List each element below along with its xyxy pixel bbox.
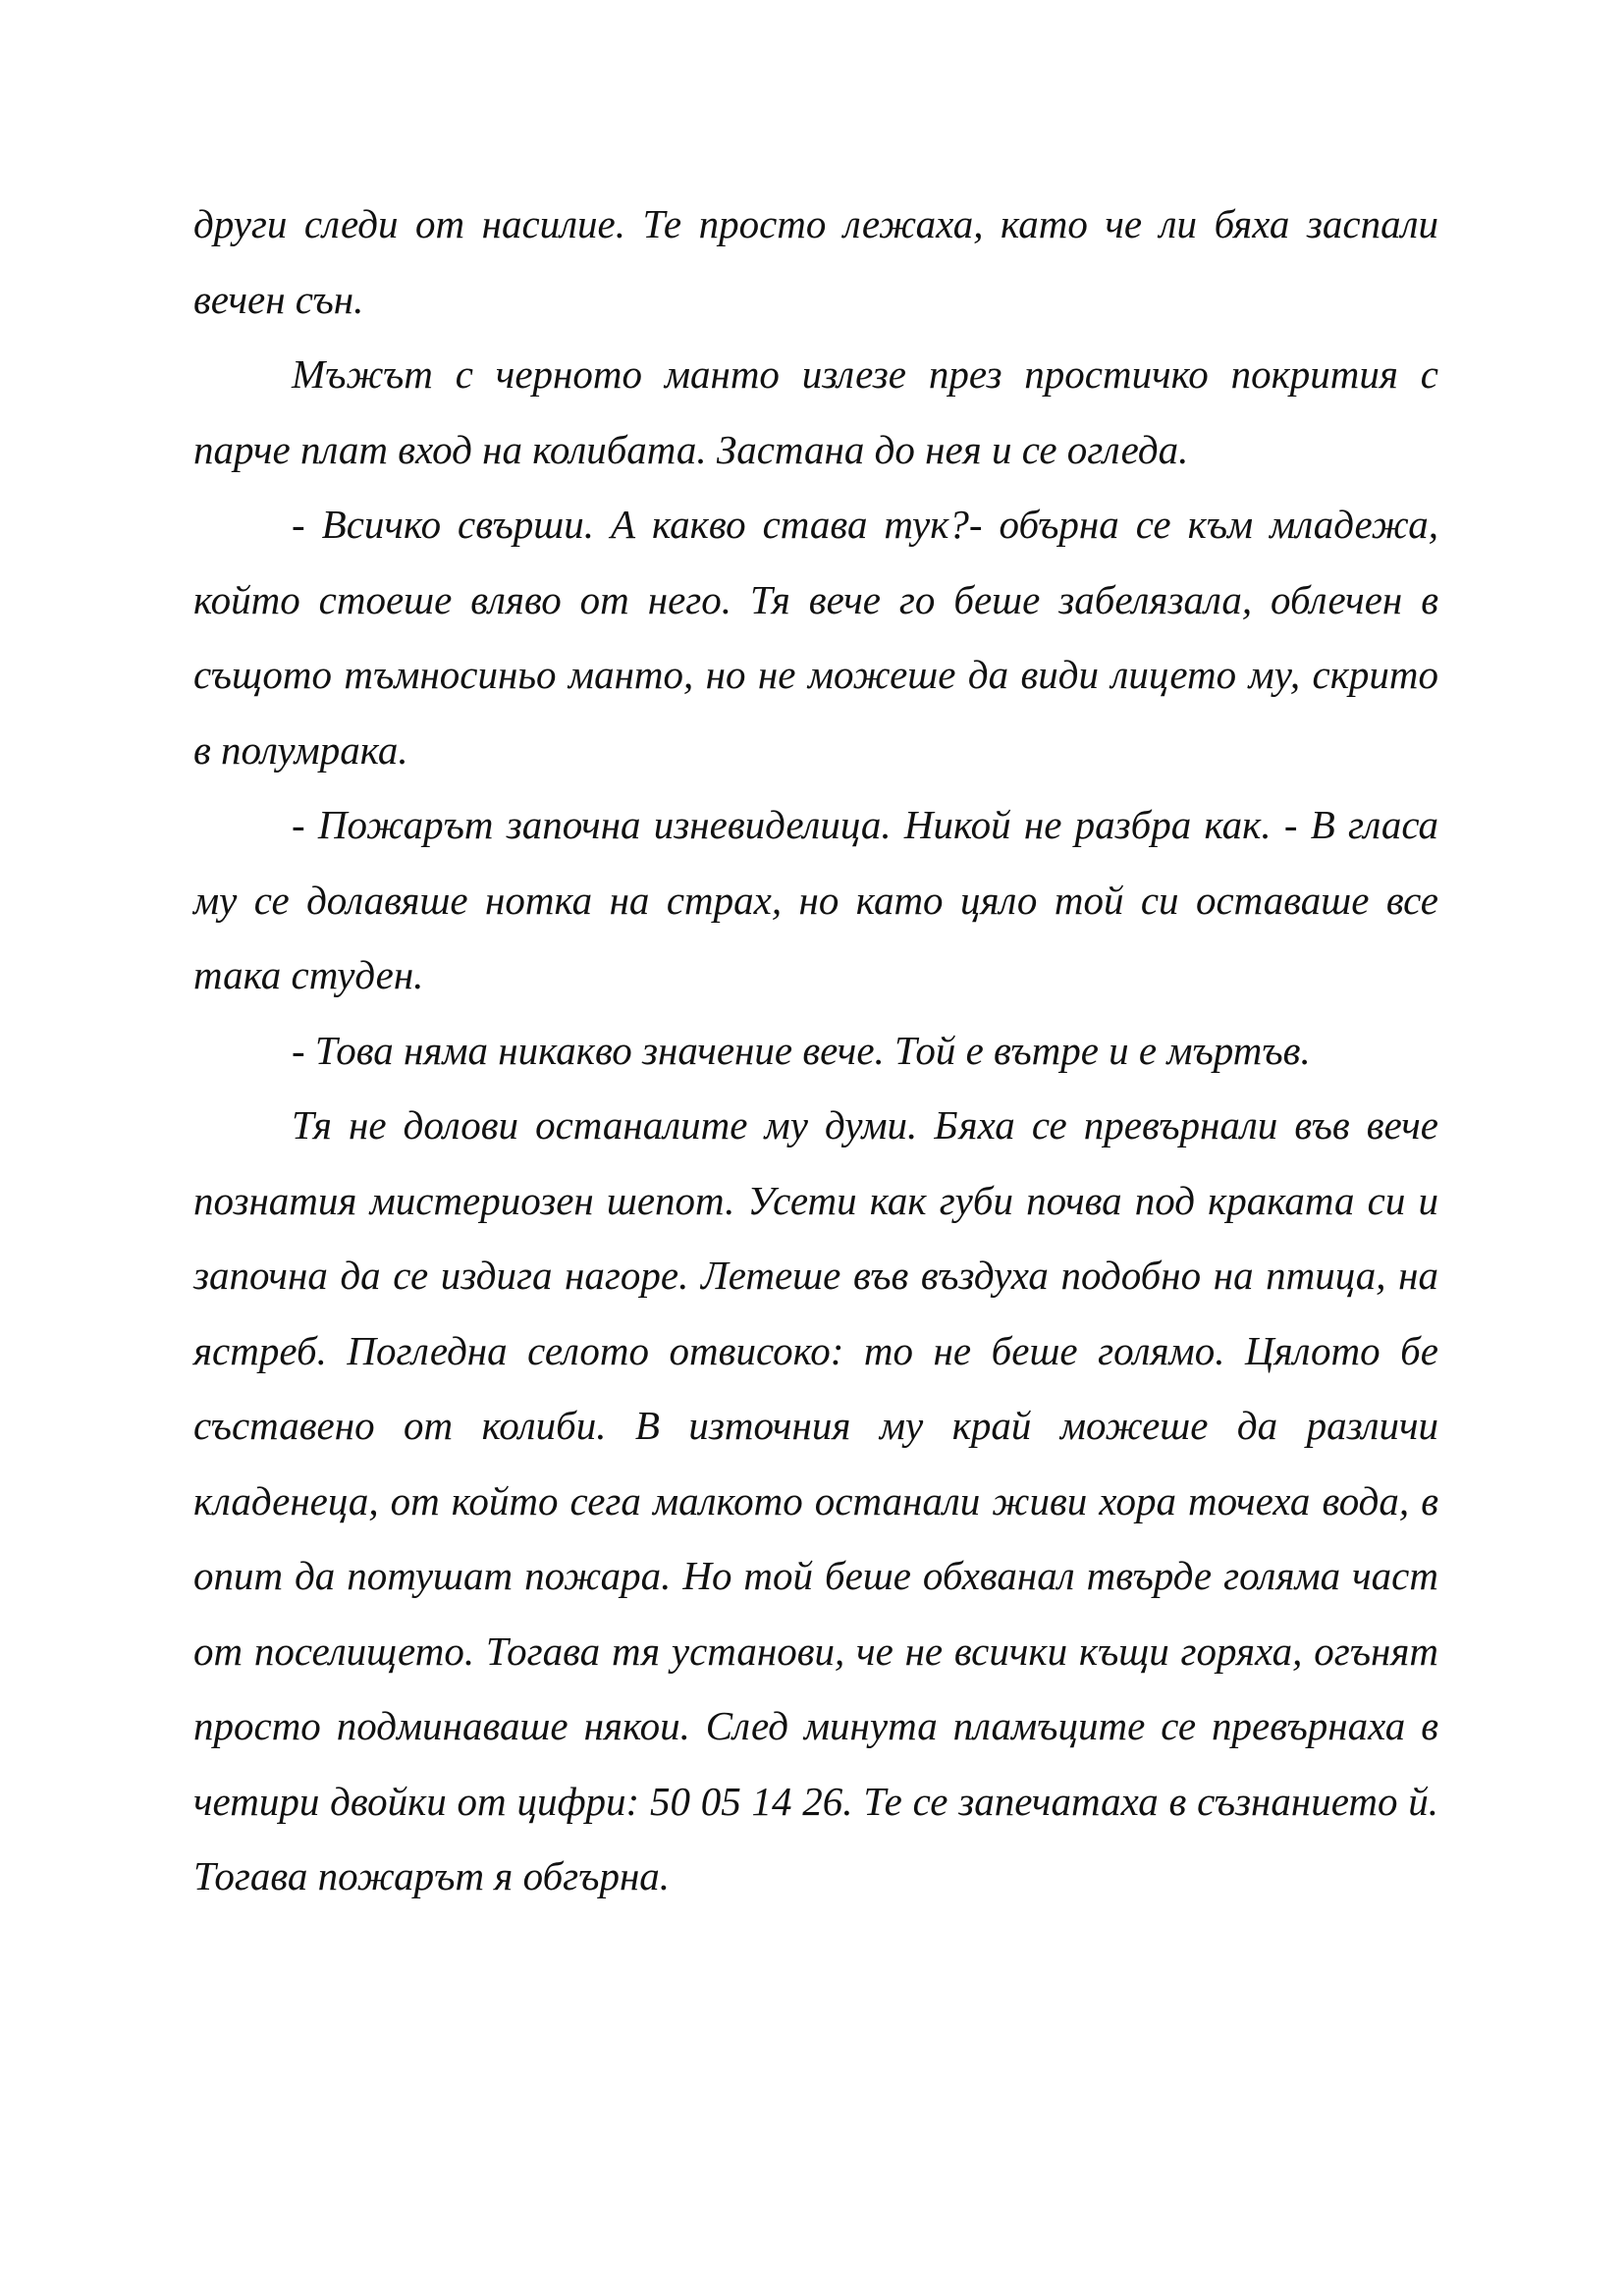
paragraph-5: - Това няма никакво значение вече. Той е вътре и е мъртъв.: [292, 1027, 1311, 1073]
body-text: [193, 187, 1438, 1914]
paragraph-2: Мъжът с черното манто излезе през простичко покрития с парче плат вход на колибата. Застана до нея и се огледа.: [193, 351, 1438, 472]
paragraph-6: Тя не долови останалите му думи. Бяха се превърнали във вече познатия мистериозен шепот. Усети как губи почва под краката си и започна да се издига нагоре. Летеше във въздуха подобно на птица, на ястреб. Погледна селото отвисоко: то не беше голямо. Цялото бе съставено от колиби. В източния му край можеше да различи кладенеца, от който сега малкото останали живи хора точеха вода, в опит да потушат пожара. Но той беше обхванал твърде голяма част от поселището. Тогава тя установи, че не всички къщи горяха, огънят просто подминаваше някои. След минута пламъците се превърнаха в четири двойки от цифри: 50 05 14 26. Те се запечатаха в съзнанието й. Тогава пожарът я обгърна.: [193, 1102, 1438, 1898]
paragraph-1: други следи от насилие. Те просто лежаха, като че ли бяха заспали вечен сън.: [193, 201, 1438, 322]
paragraph-4: - Пожарът започна изневиделица. Никой не разбра как. - В гласа му се долавяше нотка на страх, но като цяло той си оставаше все така студен.: [193, 802, 1438, 997]
paragraph-3: - Всичко свърши. А какво става тук?- обърна се към младежа, който стоеше вляво от него. Тя вече го беше забелязала, облечен в същото тъмносиньо манто, но не можеше да види лицето му, скрито в полумрака.: [193, 502, 1438, 773]
